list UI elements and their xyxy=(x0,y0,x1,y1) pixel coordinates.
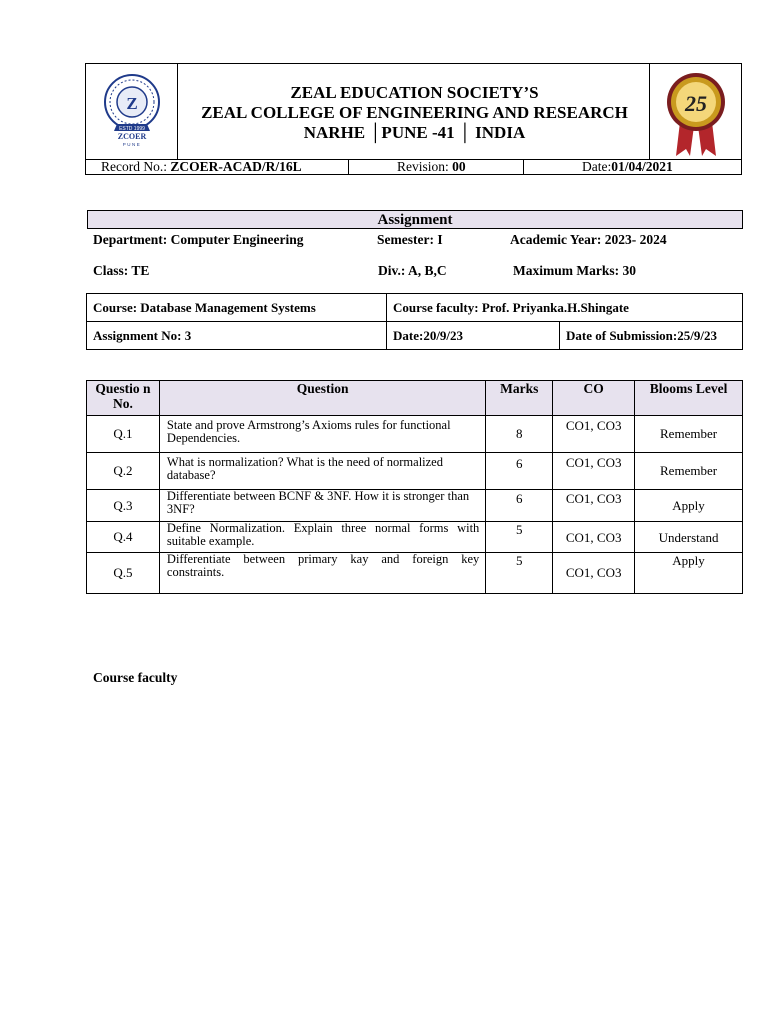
table-row xyxy=(87,453,743,490)
semester: Semester: I xyxy=(377,232,443,247)
table-row xyxy=(87,490,743,522)
college-location: NARHE │PUNE -41 │ INDIA xyxy=(303,123,526,142)
question-marks: 5 xyxy=(486,553,553,594)
department: Department: Computer Engineering xyxy=(93,232,304,247)
question-number: Q.4 xyxy=(87,522,160,553)
record-date: Date:01/04/2021 xyxy=(582,159,673,174)
record-row xyxy=(86,159,741,175)
table-row xyxy=(87,522,743,553)
svg-text:Z: Z xyxy=(126,94,138,113)
class: Class: TE xyxy=(93,263,150,278)
question-text: Define Normalization. Explain three normal forms with suitable example. xyxy=(159,522,485,553)
course-name: Course: Database Management Systems xyxy=(87,294,387,322)
assignment-heading: Assignment xyxy=(87,210,743,229)
academic-year: Academic Year: 2023- 2024 xyxy=(510,232,667,247)
question-blooms-level: Remember xyxy=(635,416,743,453)
question-text: What is normalization? What is the need of normalized database? xyxy=(159,453,485,490)
college-logo xyxy=(86,64,178,159)
header-blooms-level: Blooms Level xyxy=(635,381,743,416)
division: Div.: A, B,C xyxy=(378,263,447,278)
college-logo-cell xyxy=(86,64,178,159)
assignment-number: Assignment No: 3 xyxy=(87,322,387,350)
course-faculty-signature-label: Course faculty xyxy=(93,670,178,685)
question-co: CO1, CO3 xyxy=(553,453,635,490)
logo-banner: ESTD 1999 xyxy=(119,126,145,132)
record-number: Record No.: ZCOER-ACAD/R/16L xyxy=(86,160,349,175)
anniversary-badge-cell xyxy=(649,64,741,159)
submission-date: Date of Submission:25/9/23 xyxy=(560,322,743,350)
logo-text: ZCOER xyxy=(117,132,147,141)
question-co: CO1, CO3 xyxy=(553,490,635,522)
course-faculty: Course faculty: Prof. Priyanka.H.Shingate xyxy=(387,294,743,322)
question-co: CO1, CO3 xyxy=(553,416,635,453)
question-marks: 8 xyxy=(486,416,553,453)
header-question-no: Questio n No. xyxy=(87,381,160,416)
header-co: CO xyxy=(553,381,635,416)
question-blooms-level: Understand xyxy=(635,522,743,553)
header-marks: Marks xyxy=(486,381,553,416)
table-row xyxy=(87,553,743,594)
question-table xyxy=(86,380,743,594)
question-co: CO1, CO3 xyxy=(553,522,635,553)
question-number: Q.3 xyxy=(87,490,160,522)
question-co: CO1, CO3 xyxy=(553,553,635,594)
header-question: Question xyxy=(159,381,485,416)
question-blooms-level: Remember xyxy=(635,453,743,490)
question-text: State and prove Armstrong’s Axioms rules for functional Dependencies. xyxy=(159,416,485,453)
table-row xyxy=(87,416,743,453)
course-info-table xyxy=(86,293,743,350)
document-header xyxy=(85,63,742,175)
question-number: Q.5 xyxy=(87,553,160,594)
college-title-block xyxy=(178,64,651,159)
question-text: Differentiate between BCNF & 3NF. How it is stronger than 3NF? xyxy=(159,490,485,522)
logo-subtext: PUNE xyxy=(122,142,142,147)
college-name: ZEAL COLLEGE OF ENGINEERING AND RESEARCH xyxy=(201,103,628,122)
assignment-date: Date:20/9/23 xyxy=(387,322,560,350)
question-number: Q.1 xyxy=(87,416,160,453)
badge-number: 25 xyxy=(685,91,707,116)
question-number: Q.2 xyxy=(87,453,160,490)
revision: Revision: 00 xyxy=(349,160,524,175)
question-marks: 6 xyxy=(486,453,553,490)
maximum-marks: Maximum Marks: 30 xyxy=(513,263,636,278)
table-header-row xyxy=(87,381,743,416)
society-name: ZEAL EDUCATION SOCIETY’S xyxy=(290,83,539,102)
anniversary-badge-icon xyxy=(650,64,742,159)
question-text: Differentiate between primary kay and foreign key constraints. xyxy=(159,553,485,594)
question-blooms-level: Apply xyxy=(635,553,743,594)
question-marks: 5 xyxy=(486,522,553,553)
question-marks: 6 xyxy=(486,490,553,522)
question-blooms-level: Apply xyxy=(635,490,743,522)
